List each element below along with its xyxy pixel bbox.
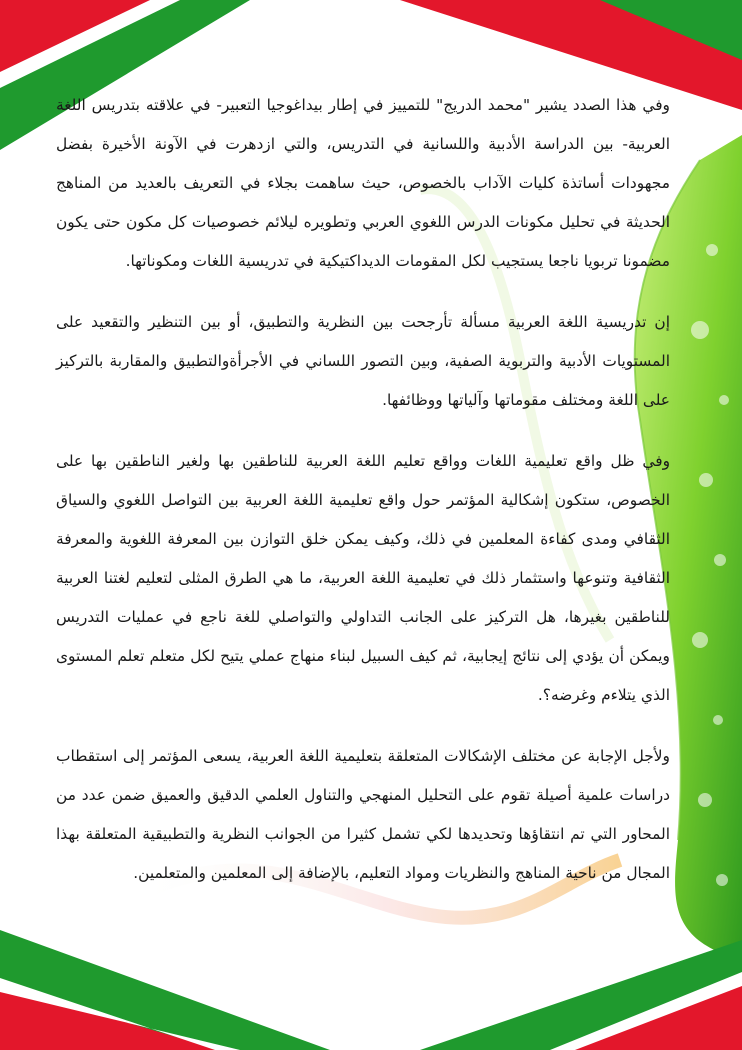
paragraph-3: وفي ظل واقع تعليمية اللغات وواقع تعليم اللغة العربية للناطقين بها ولغير الناطقين بها على الخصوص، ستكون إشكالية المؤتمر حول واقع تعليمية اللغة العربية بين التواصل اللغوي والسياق الثقافي ومدى كفاءة المعلمين في ذلك، وكيف يمكن خلق التوازن بين المعرفة اللغوية والمعرفة الثقافية وتنوعها واستثمار ذلك في تعليمية اللغة العربية، ما هي الطرق المثلى لتعليم لغتنا العربية للناطقين بغيرها، هل التركيز على الجانب التداولي والتواصلي للغة ناجع في عمليات التدريس ويمكن أن يؤدي إلى نتائج إيجابية، ثم كيف السبيل لبناء منهاج عملي يتيح لكل متعلم تعلم المستوى الذي يتلاءم وغرضه؟. [56, 452, 670, 704]
document-body [56, 86, 670, 893]
paragraph-4: ولأجل الإجابة عن مختلف الإشكالات المتعلقة بتعليمية اللغة العربية، يسعى المؤتمر إلى استقطاب دراسات علمية أصيلة تقوم على التحليل المنهجي والتناول العلمي الدقيق والعميق ضمن عدد من المحاور التي تم انتقاؤها وتحديدها لكي تشمل كثيرا من الجوانب النظرية والتطبيقية المتعلقة بهذا المجال من ناحية المناهج والنظريات ومواد التعليم، بالإضافة إلى المعلمين والمتعلمين. [56, 747, 670, 882]
paragraph-2: إن تدريسية اللغة العربية مسألة تأرجحت بين النظرية والتطبيق، أو بين التنظير والتقعيد على المستويات الأدبية والتربوية الصفية، وبين التصور اللساني في الأجرأةوالتطبيق والمقاربة بالتركيز على اللغة ومختلف مقوماتها وآلياتها ووظائفها. [56, 313, 670, 409]
paragraph-1: وفي هذا الصدد يشير "محمد الدريج" للتمييز في إطار بيداغوجيا التعبير- في علاقته بتدريس اللغة العربية- بين الدراسة الأدبية واللسانية في التدريس، والتي ازدهرت في الآونة الأخيرة بفضل مجهودات أساتذة كليات الآداب بالخصوص، حيث ساهمت بجلاء في التعريف بالعديد من المناهج الحديثة في تحليل مكونات الدرس اللغوي العربي وتطويره ليلائم خصوصيات كل مكون حتى يكون مضمونا تربويا ناجعا يستجيب لكل المقومات الديداكتيكية في تدريسية اللغات ومكوناتها. [56, 96, 670, 270]
